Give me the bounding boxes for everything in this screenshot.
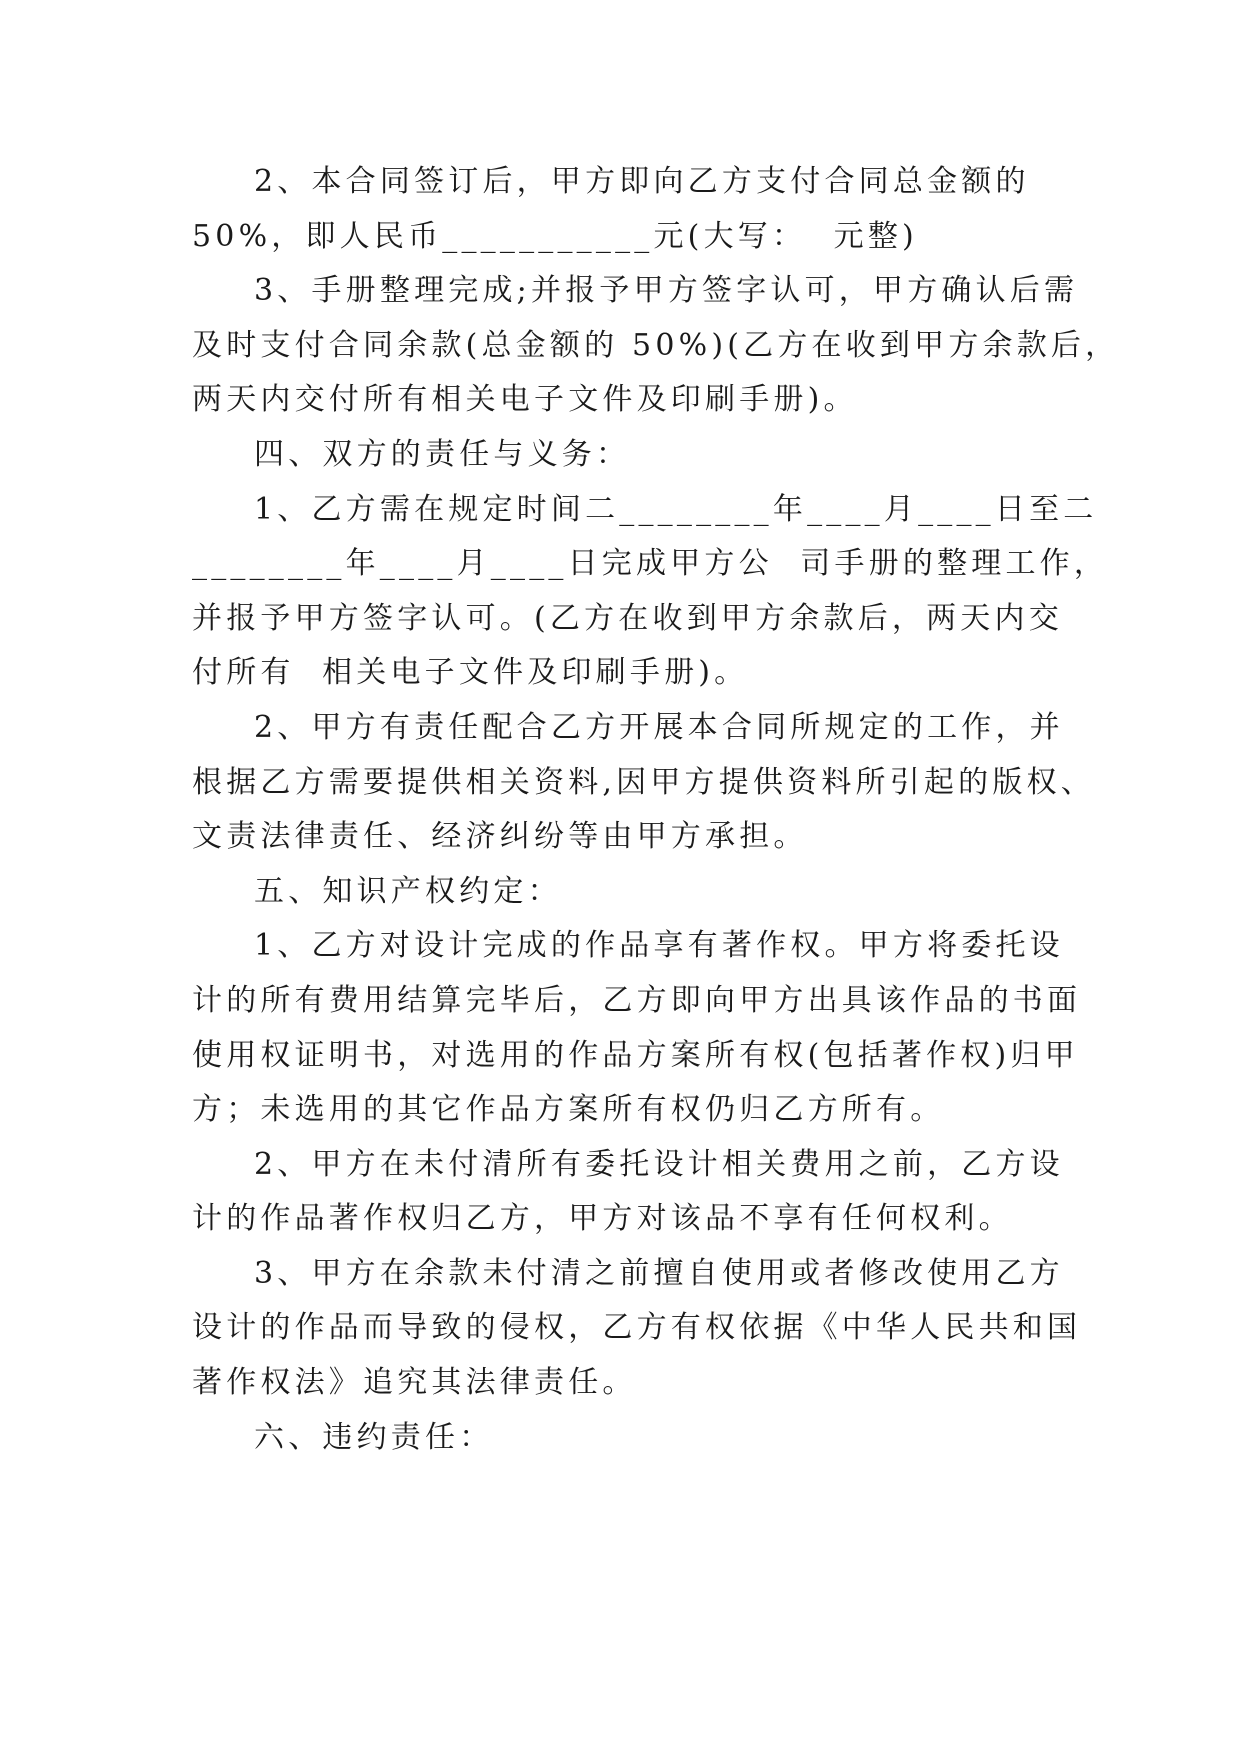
ip-clause-1-line-1: 1、乙方对设计完成的作品享有著作权。甲方将委托设 — [254, 928, 1064, 964]
payment-clause-3-line-3: 两天内交付所有相关电子文件及印刷手册)。 — [192, 382, 858, 418]
ip-clause-3-line-1: 3、甲方在余款未付清之前擅自使用或者修改使用乙方 — [254, 1255, 1064, 1291]
ip-clause-3-line-3: 著作权法》追究其法律责任。 — [192, 1365, 637, 1401]
responsibility-clause-2-line-2: 根据乙方需要提供相关资料,因甲方提供资料所引起的版权、 — [192, 764, 1095, 800]
section-heading-responsibilities: 四、双方的责任与义务： — [254, 436, 631, 472]
ip-clause-1-line-2: 计的所有费用结算完毕后，乙方即向甲方出具该作品的书面 — [192, 982, 1082, 1018]
payment-clause-2-line-1: 2、本合同签订后，甲方即向乙方支付合同总金额的 — [254, 164, 1030, 199]
responsibility-clause-1-line-2: ________年____月____日完成甲方公 司手册的整理工作， — [192, 546, 1109, 582]
responsibility-clause-2-line-3: 文责法律责任、经济纠纷等由甲方承担。 — [192, 819, 808, 855]
ip-clause-1-line-4: 方；未选用的其它作品方案所有权仍归乙方所有。 — [192, 1092, 945, 1128]
section-heading-liability: 六、违约责任： — [254, 1419, 494, 1455]
responsibility-clause-1-line-4: 付所有 相关电子文件及印刷手册)。 — [192, 655, 749, 691]
ip-clause-2-line-1: 2、甲方在未付清所有委托设计相关费用之前，乙方设 — [254, 1146, 1064, 1182]
payment-clause-2-line-2: 50%，即人民币___________元(大写： 元整) — [192, 218, 918, 254]
responsibility-clause-2-line-1: 2、甲方有责任配合乙方开展本合同所规定的工作，并 — [254, 709, 1064, 745]
payment-clause-3-line-1: 3、手册整理完成;并报予甲方签字认可，甲方确认后需 — [254, 273, 1079, 309]
ip-clause-1-line-3: 使用权证明书，对选用的作品方案所有权(包括著作权)归甲 — [192, 1037, 1079, 1073]
responsibility-clause-1-line-1: 1、乙方需在规定时间二________年____月____日至二 — [254, 491, 1098, 527]
ip-clause-2-line-2: 计的作品著作权归乙方，甲方对该品不享有任何权利。 — [192, 1201, 1013, 1237]
section-heading-ip: 五、知识产权约定： — [254, 873, 562, 909]
payment-clause-3-line-2: 及时支付合同余款(总金额的 50%)(乙方在收到甲方余款后， — [192, 327, 1120, 363]
document-body — [192, 155, 1120, 1465]
responsibility-clause-1-line-3: 并报予甲方签字认可。(乙方在收到甲方余款后，两天内交 — [192, 600, 1063, 636]
ip-clause-3-line-2: 设计的作品而导致的侵权，乙方有权依据《中华人民共和国 — [192, 1310, 1082, 1346]
